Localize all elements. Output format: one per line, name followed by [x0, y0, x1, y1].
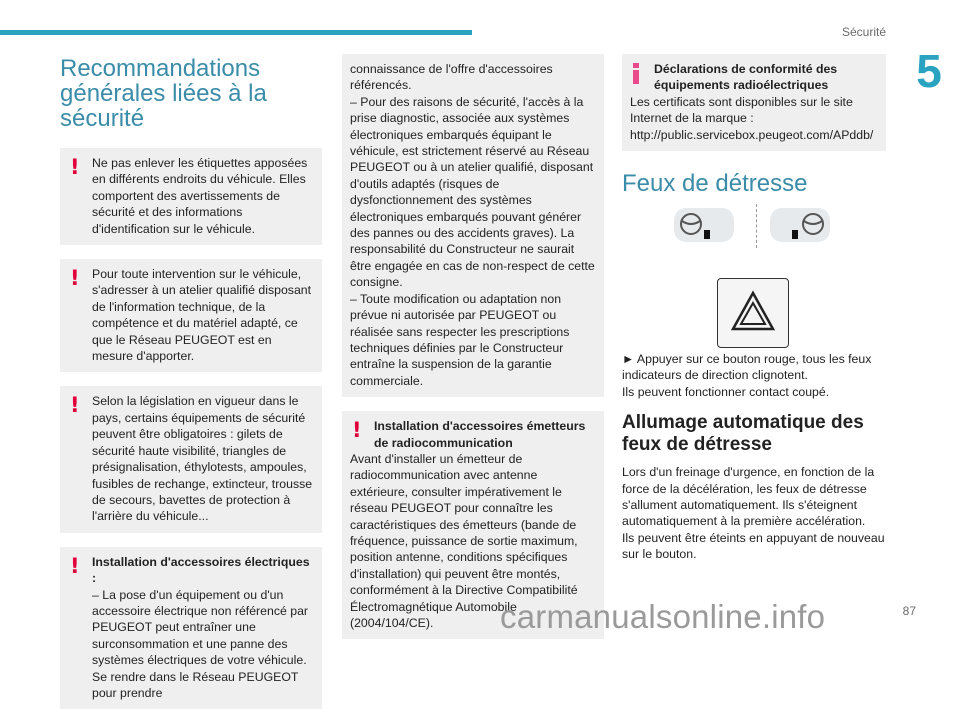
column-1 [60, 56, 322, 709]
steering-wheel-right [770, 208, 830, 242]
warning-text: – La pose d'un équipement ou d'un accessoire électrique non référencé par PEUGEOT peut entraîner une surconsommation et une panne des systèmes électriques de votre véhicule. Se rendre dans le Réseau PEUGEOT pour prendre [92, 587, 309, 700]
section-name: Sécurité [841, 25, 886, 39]
watermark: carmanualsonline.info [500, 598, 826, 635]
column-2 [342, 54, 604, 639]
page-title: Recommandations générales liées à la sécurité [60, 55, 267, 132]
warning-text: Selon la législation en vigueur dans le pays, certains équipements de sécurité peuvent être obligatoires : gilets de sécurité haute visibilité, triangles de présignalisation, éthylotests, ampoules, fusibles de rechange, extincteur, trousse de secours, bavettes de protection à l'arrière du véhicule... [92, 394, 313, 524]
steering-wheel-icon [674, 208, 734, 242]
steering-wheel-left [674, 208, 734, 242]
warning-icon: ! [70, 155, 80, 179]
info-title: Déclarations de conformité des équipements radioélectriques [654, 62, 838, 93]
section-title-hazard-lights: Feux de détresse [622, 170, 808, 198]
warning-icon: ! [70, 266, 80, 291]
section-title-auto-hazard: Allumage automatique des feux de détresse [622, 412, 864, 456]
warning-box-electrical-accessories [60, 547, 322, 709]
warning-icon: ! [70, 553, 80, 578]
warning-text: Avant d'installer un émetteur de radiocommunication avec antenne extérieure, consulter impérativement le réseau PEUGEOT pour connaître les caractéristiques des émetteurs (bande de fréquence, puissance de sortie maximum, position antenne, conditions spécifiques d'installation) qui peuvent être montés, conformément à la Directive Compatibilité Électromagnétique Automobile (2004/104/CE). [350, 451, 578, 630]
warning-text: connaissance de l'offre d'accessoires référencés. – Pour des raisons de sécurité, l'accès à la prise diagnostic, associée aux systèmes électroniques embarqués équipant le véhicule, est strictement réservé au Réseau PEUGEOT ou à un atelier qualifié, disposant d'outils adaptés (risques de dysfonctionnement des systèmes électroniques embarqués pouvant générer des pannes ou des accidents graves). La responsabilité du Constructeur ne saurait être engagée en cas de non-respect de cette consigne. – Toute modification ou adaptation non prévue ni autorisée par PEUGEOT ou réalisée sans respecter les prescriptions techniques définies par le Constructeur entraîne la suspension de la garantie commerciale. [350, 62, 595, 388]
warning-box-intervention [60, 259, 322, 372]
warning-icon: ! [70, 393, 80, 418]
auto-hazard-text: Lors d'un freinage d'urgence, en fonction de la force de la décélération, les feux de détresse s'allument automatiquement. Ils s'éteignent automatiquement à la première accélération. Ils peuvent être éteints en appuyant de nouveau sur le bouton. [622, 465, 885, 562]
warning-box-labels [60, 148, 322, 245]
column-3 [622, 54, 886, 563]
divider [756, 204, 757, 248]
warning-text: Ne pas enlever les étiquettes apposées en différents endroits du véhicule. Elles comportent des avertissements de sécurité et des informations d'identification sur le véhicule. [92, 156, 308, 236]
info-text: Les certificats sont disponibles sur le site Internet de la marque : http://public.servicebox.peugeot.com/APddb/ [630, 94, 874, 142]
header-accent-bar [0, 30, 472, 35]
hazard-button[interactable] [717, 278, 789, 348]
warning-title: Installation d'accessoires électriques : [92, 554, 310, 586]
warning-icon: ! [352, 418, 362, 443]
steering-wheel-icon [770, 208, 830, 242]
hazard-triangle-icon [718, 279, 788, 346]
hazard-instructions: ► Appuyer sur ce bouton rouge, tous les feux indicateurs de direction clignotent. Ils peuvent fonctionner contact coupé. [622, 352, 872, 399]
info-box-conformity [622, 54, 886, 151]
page-number: 87 [902, 604, 916, 618]
warning-text: Pour toute intervention sur le véhicule, s'adresser à un atelier qualifié disposant de l'information technique, de la compétence et du matériel adapté, ce que le Réseau PEUGEOT est en mesure d'apporter. [92, 267, 312, 364]
chapter-number: 5 [898, 44, 960, 98]
hazard-illustration [622, 208, 886, 338]
warning-title: Installation d'accessoires émetteurs de radiocommunication [374, 419, 586, 450]
warning-box-legislation [60, 386, 322, 532]
info-icon [632, 63, 640, 84]
warning-box-continued [342, 54, 604, 397]
